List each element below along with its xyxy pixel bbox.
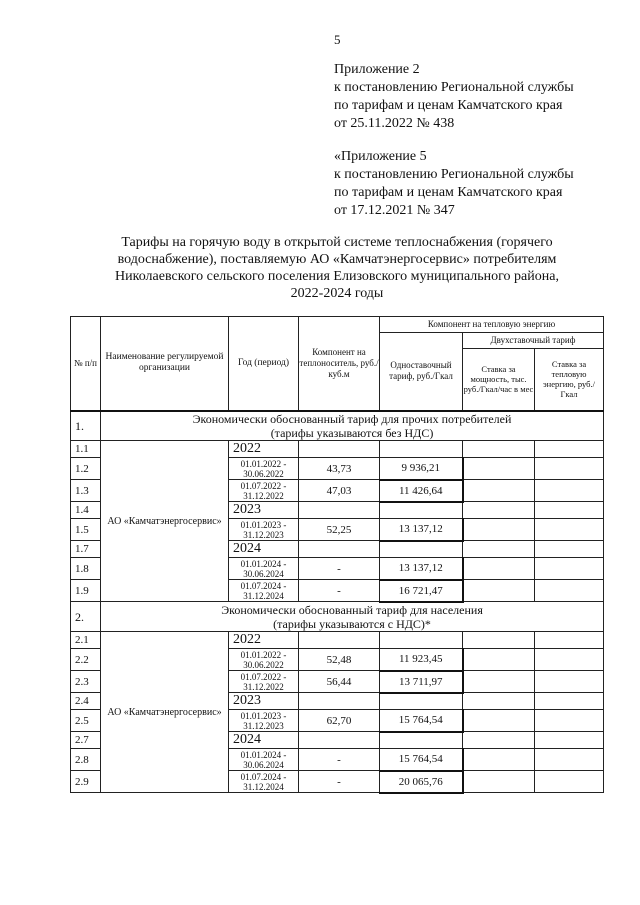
capacity-rate-value xyxy=(463,749,535,771)
energy-rate-value xyxy=(535,771,604,793)
row-number: 2.2 xyxy=(71,649,101,671)
annex-original-reference xyxy=(334,148,574,220)
year-label: 2022 xyxy=(229,632,299,649)
energy-rate-value xyxy=(535,519,604,541)
header-two-rate: Двухставочный тариф xyxy=(463,333,604,349)
annex-line: от 17.12.2021 № 347 xyxy=(334,203,455,218)
row-number: 1.3 xyxy=(71,480,101,502)
period-range: 01.01.2022 - 30.06.2022 xyxy=(229,649,299,671)
annex-line: к постановлению Региональной службы xyxy=(334,167,574,182)
carrier-value xyxy=(299,693,380,710)
energy-rate-value xyxy=(535,458,604,480)
single-rate-value: 16 721,47 xyxy=(380,580,463,602)
annex-line: Приложение 2 xyxy=(334,62,420,77)
single-rate-value: 13 137,12 xyxy=(380,558,463,580)
section-number: 2. xyxy=(71,602,101,632)
capacity-rate-value xyxy=(463,458,535,480)
header-single-rate: Одноставочный тариф, руб./Гкал xyxy=(380,333,463,411)
energy-rate-value xyxy=(535,732,604,749)
annex-line: по тарифам и ценам Камчатского края xyxy=(334,98,563,113)
energy-rate-value xyxy=(535,710,604,732)
capacity-rate-value xyxy=(463,580,535,602)
header-energy-rate: Ставка за тепловую энергию, руб./Гкал xyxy=(535,349,604,411)
energy-rate-value xyxy=(535,649,604,671)
capacity-rate-value xyxy=(463,519,535,541)
capacity-rate-value xyxy=(463,693,535,710)
energy-rate-value xyxy=(535,441,604,458)
title-line: Николаевского сельского поселения Елизовского муниципального района, xyxy=(115,269,559,284)
single-rate-value xyxy=(380,441,463,458)
row-number: 1.7 xyxy=(71,541,101,558)
energy-rate-value xyxy=(535,580,604,602)
period-range: 01.01.2023 - 31.12.2023 xyxy=(229,710,299,732)
row-number: 2.8 xyxy=(71,749,101,771)
carrier-value: - xyxy=(299,580,380,602)
section-header-row xyxy=(71,602,604,632)
header-capacity-rate: Ставка за мощность, тыс. руб./Гкал/час в мес xyxy=(463,349,535,411)
single-rate-value: 9 936,21 xyxy=(380,458,463,480)
header-org: Наименование регулируемой организации xyxy=(101,317,229,411)
single-rate-value xyxy=(380,693,463,710)
single-rate-value: 11 426,64 xyxy=(380,480,463,502)
carrier-value: 62,70 xyxy=(299,710,380,732)
single-rate-value xyxy=(380,541,463,558)
carrier-value: 56,44 xyxy=(299,671,380,693)
tariff-table xyxy=(70,316,604,794)
table-header xyxy=(71,317,604,411)
carrier-value: 52,48 xyxy=(299,649,380,671)
period-range: 01.07.2022 - 31.12.2022 xyxy=(229,671,299,693)
single-rate-value: 15 764,54 xyxy=(380,710,463,732)
period-range: 01.07.2024 - 31.12.2024 xyxy=(229,580,299,602)
energy-rate-value xyxy=(535,480,604,502)
carrier-value xyxy=(299,441,380,458)
annex-line: к постановлению Региональной службы xyxy=(334,80,574,95)
carrier-value xyxy=(299,632,380,649)
capacity-rate-value xyxy=(463,771,535,793)
carrier-value: 43,73 xyxy=(299,458,380,480)
header-thermal-component: Компонент на тепловую энергию xyxy=(380,317,604,333)
row-number: 1.4 xyxy=(71,502,101,519)
row-number: 2.4 xyxy=(71,693,101,710)
page-number: 5 xyxy=(334,32,341,47)
organization-name: АО «Камчатэнергосервис» xyxy=(101,632,229,793)
energy-rate-value xyxy=(535,693,604,710)
capacity-rate-value xyxy=(463,558,535,580)
section-number: 1. xyxy=(71,411,101,441)
section-title xyxy=(101,411,604,441)
year-label: 2022 xyxy=(229,441,299,458)
annex-line: от 25.11.2022 № 438 xyxy=(334,116,455,131)
organization-name: АО «Камчатэнергосервис» xyxy=(101,441,229,602)
capacity-rate-value xyxy=(463,632,535,649)
single-rate-value: 20 065,76 xyxy=(380,771,463,793)
table-row xyxy=(71,632,604,649)
single-rate-value: 15 764,54 xyxy=(380,749,463,771)
header-period: Год (период) xyxy=(229,317,299,411)
capacity-rate-value xyxy=(463,441,535,458)
header-num: № п/п xyxy=(71,317,101,411)
capacity-rate-value xyxy=(463,541,535,558)
capacity-rate-value xyxy=(463,502,535,519)
title-line: Тарифы на горячую воду в открытой системе теплоснабжения (горячего xyxy=(121,235,553,250)
energy-rate-value xyxy=(535,541,604,558)
year-label: 2023 xyxy=(229,502,299,519)
period-range: 01.01.2023 - 31.12.2023 xyxy=(229,519,299,541)
period-range: 01.01.2024 - 30.06.2024 xyxy=(229,558,299,580)
row-number: 1.5 xyxy=(71,519,101,541)
document-title xyxy=(70,234,604,302)
section-header-row xyxy=(71,411,604,441)
carrier-value: - xyxy=(299,558,380,580)
title-line: 2022-2024 годы xyxy=(290,286,384,301)
capacity-rate-value xyxy=(463,649,535,671)
carrier-value xyxy=(299,732,380,749)
title-line: водоснабжение), поставляемую АО «Камчатэнергосервис» потребителям xyxy=(117,252,557,267)
period-range: 01.07.2024 - 31.12.2024 xyxy=(229,771,299,793)
year-label: 2023 xyxy=(229,693,299,710)
section-title xyxy=(101,602,604,632)
row-number: 1.9 xyxy=(71,580,101,602)
period-range: 01.01.2024 - 30.06.2024 xyxy=(229,749,299,771)
carrier-value: - xyxy=(299,771,380,793)
energy-rate-value xyxy=(535,502,604,519)
row-number: 1.1 xyxy=(71,441,101,458)
carrier-value xyxy=(299,541,380,558)
year-label: 2024 xyxy=(229,732,299,749)
single-rate-value: 13 137,12 xyxy=(380,519,463,541)
header-carrier-component: Компонент на теплоноситель, руб./куб.м xyxy=(299,317,380,411)
single-rate-value xyxy=(380,632,463,649)
row-number: 2.9 xyxy=(71,771,101,793)
single-rate-value xyxy=(380,732,463,749)
row-number: 2.5 xyxy=(71,710,101,732)
annex-line: «Приложение 5 xyxy=(334,149,427,164)
annex-current-reference xyxy=(334,61,574,133)
row-number: 1.2 xyxy=(71,458,101,480)
single-rate-value: 13 711,97 xyxy=(380,671,463,693)
row-number: 2.3 xyxy=(71,671,101,693)
capacity-rate-value xyxy=(463,671,535,693)
row-number: 1.8 xyxy=(71,558,101,580)
energy-rate-value xyxy=(535,632,604,649)
energy-rate-value xyxy=(535,558,604,580)
carrier-value: 52,25 xyxy=(299,519,380,541)
section-title-line: Экономически обоснованный тариф для прочих потребителей xyxy=(192,411,512,426)
section-title-line: Экономически обоснованный тариф для населения xyxy=(221,602,483,617)
table-body xyxy=(71,411,604,793)
period-range: 01.01.2022 - 30.06.2022 xyxy=(229,458,299,480)
capacity-rate-value xyxy=(463,732,535,749)
energy-rate-value xyxy=(535,671,604,693)
capacity-rate-value xyxy=(463,710,535,732)
single-rate-value xyxy=(380,502,463,519)
single-rate-value: 11 923,45 xyxy=(380,649,463,671)
annex-line: по тарифам и ценам Камчатского края xyxy=(334,185,563,200)
carrier-value: 47,03 xyxy=(299,480,380,502)
capacity-rate-value xyxy=(463,480,535,502)
row-number: 2.1 xyxy=(71,632,101,649)
carrier-value: - xyxy=(299,749,380,771)
section-title-line: (тарифы указываются без НДС) xyxy=(270,425,434,440)
period-range: 01.07.2022 - 31.12.2022 xyxy=(229,480,299,502)
year-label: 2024 xyxy=(229,541,299,558)
section-title-line: (тарифы указываются с НДС)* xyxy=(273,616,431,631)
table-row xyxy=(71,441,604,458)
carrier-value xyxy=(299,502,380,519)
row-number: 2.7 xyxy=(71,732,101,749)
energy-rate-value xyxy=(535,749,604,771)
